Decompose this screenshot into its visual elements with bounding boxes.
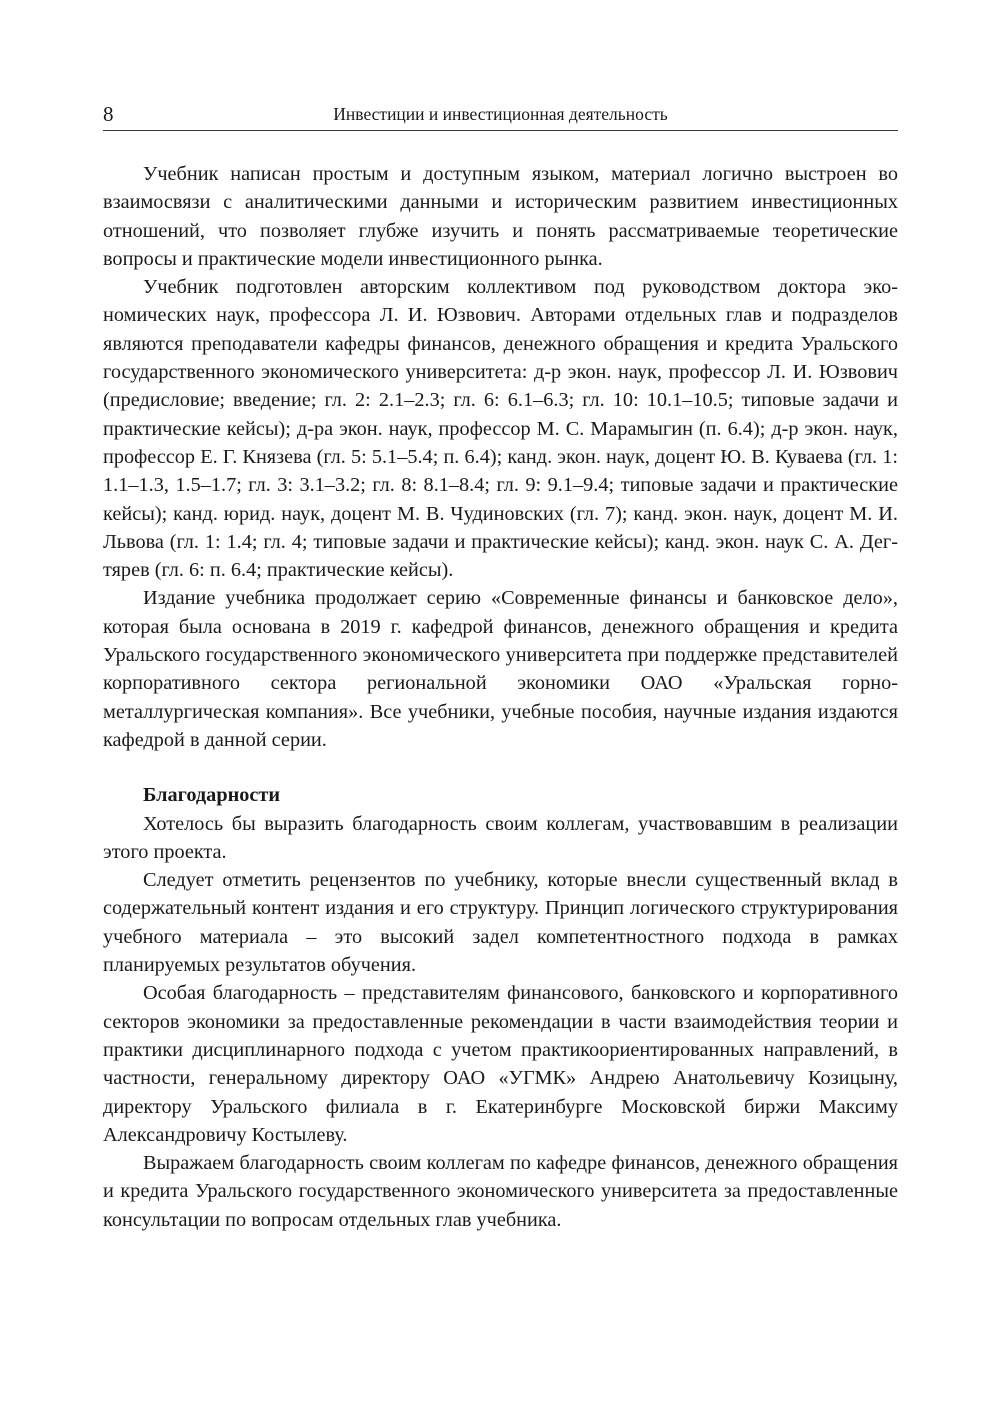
paragraph: Следует отметить рецензентов по учебнику, которые внесли существенный вклад в содержательный контент издания и его структуру. Принцип логического структурирования учебного материала – это высокий задел компетентностного подхода в рамках планируемых результатов обучения. (103, 869, 898, 977)
paragraph: Особая благодарность – представителям финансового, банковского и корпоративного секторов экономики за предоставленные рекомендации в части взаимодействия теории и практики дисциплинарного подхода с учетом практикоориентированных направлений, в частности, генеральному директору ОАО «УГМК» Андрею Анатольевичу Козицыну, директору Уральского филиала в г. Екатеринбурге Московской биржи Максиму Александровичу Костылеву. (103, 982, 898, 1146)
running-title: Инвестиции и инвестиционная деятельность (333, 104, 668, 124)
paragraph: Учебник подготовлен авторским коллективом под руководством доктора экономических наук, профессора Л. И. Юзвович. Авторами отдельных глав и подразделов являются преподаватели кафедры финансов, денежного обращения и кредита Уральского государственного экономического университета: д-р экон. наук, профессор Л. И. Юзвович (предисловие; введение; гл. 2: 2.1–2.3; гл. 6: 6.1–6.3; гл. 10: 10.1–10.5; типовые задачи и практические кейсы); д-ра экон. наук, профессор М. С. Марамыгин (п. 6.4); д-р экон. наук, профессор Е. Г. Князева (гл. 5: 5.1–5.4; п. 6.4); канд. экон. наук, доцент Ю. В. Куваева (гл. 1: 1.1–1.3, 1.5–1.7; гл. 3: 3.1–3.2; гл. 8: 8.1–8.4; гл. 9: 9.1–9.4; типовые задачи и практические кейсы); канд. юрид. наук, доцент М. В. Чудиновских (гл. 7); канд. экон. наук, доцент М. И. Львова (гл. 1: 1.4; гл. 4; типовые задачи и практические кейсы); канд. экон. наук С. А. Дегтярев (гл. 6: п. 6.4; практические кейсы). (103, 276, 898, 582)
paragraph: Учебник написан простым и доступным языком, материал логично выстроен во взаимосвязи с аналитическими данными и историческим развитием инвестиционных отношений, что позволяет глубже изучить и понять рассматриваемые теоретические вопросы и практические модели инвестиционного рынка. (103, 163, 898, 270)
paragraph: Выражаем благодарность своим коллегам по кафедре финансов, денежного обращения и кредита Уральского государственного экономического университета за предоставленные консультации по вопросам отдельных глав учебника. (103, 1152, 898, 1231)
section-heading: Благодарности (143, 784, 281, 807)
paragraph: Хотелось бы выразить благодарность своим коллегам, участвовавшим в реализации этого проекта. (103, 812, 898, 863)
running-header (103, 100, 898, 131)
body-text (103, 160, 898, 1234)
paragraph: Издание учебника продолжает серию «Современные финансы и банковское дело», которая была основана в 2019 г. кафедрой финансов, денежного обращения и кредита Уральского государственного экономического университета при поддержке представителей корпоративного сектора региональной экономики ОАО «Уральская горно-металлургическая компания». Все учебники, учебные пособия, научные издания издаются кафедрой в данной серии. (103, 587, 898, 751)
page-number: 8 (103, 102, 114, 126)
